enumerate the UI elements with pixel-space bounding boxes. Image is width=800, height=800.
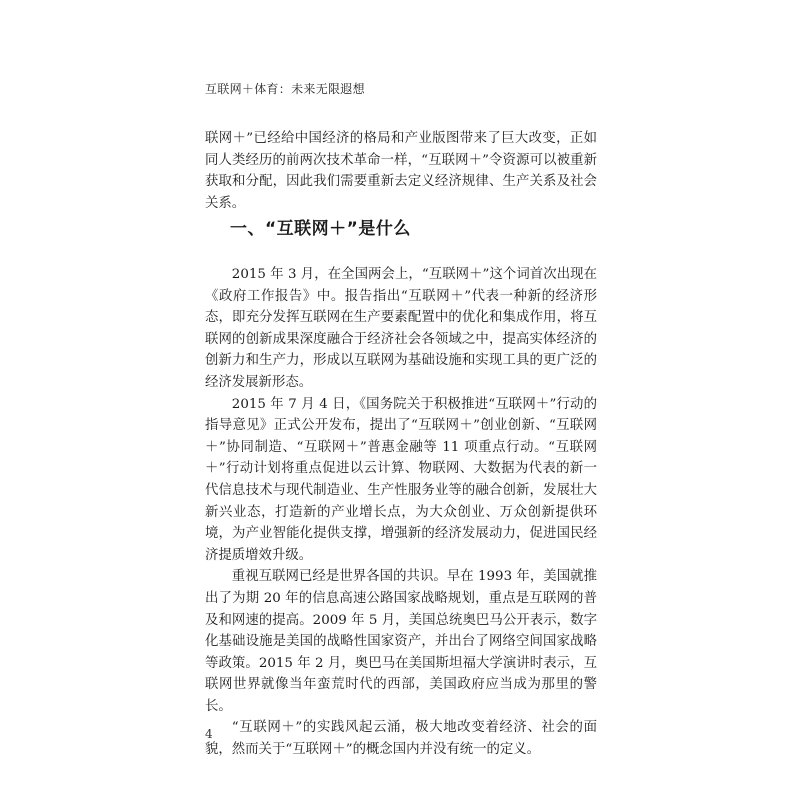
section-body: [205, 264, 597, 761]
section-heading: 一、“互联网＋”是什么: [230, 219, 411, 239]
body-paragraph-2: 2015 年 7 月 4 日，《国务院关于积极推进“互联网＋”行动的指导意见》正式公开发布，提出了“互联网＋”创业创新、“互联网＋”协同制造、“互联网＋”普惠金融等 11 项重点行动。“互联网＋”行动计划将重点促进以云计算、物联网、大数据为代表的新一代信息技术与现代制造业、生产性服务业等的融合创新，发展壮大新兴业态，打造新的产业增长点，为大众创业、万众创新提供环境，为产业智能化提供支撑，增强新的经济发展动力，促进国民经济提质增效升级。: [205, 396, 597, 563]
intro-paragraph: 联网＋”已经给中国经济的格局和产业版图带来了巨大改变，正如同人类经历的前两次技术革命一样，“互联网＋”令资源可以被重新获取和分配，因此我们需要重新去定义经济规律、生产关系及社会关系。: [205, 131, 597, 211]
body-paragraph-3: 重视互联网已经是世界各国的共识。早在 1993 年，美国就推出了为期 20 年的信息高速公路国家战略规划，重点是互联网的普及和网速的提高。2009 年 5 月，美国总统奥巴马公开表示，数字化基础设施是美国的战略性国家资产，并出台了网络空间国家战略等政策。2015 年 2 月，奥巴马在美国斯坦福大学演讲时表示，互联网世界就像当年蛮荒时代的西部，美国政府应当成为那里的警长。: [205, 569, 597, 714]
running-header: 互联网＋体育：未来无限遐想: [205, 82, 365, 96]
body-paragraph-1: 2015 年 3 月，在全国两会上，“互联网＋”这个词首次出现在《政府工作报告》中。报告指出“互联网＋”代表一种新的经济形态，即充分发挥互联网在生产要素配置中的优化和集成作用，将互联网的创新成果深度融合于经济社会各领域之中，提高实体经济的创新力和生产力，形成以互联网为基础设施和实现工具的更广泛的经济发展新形态。: [205, 267, 597, 390]
intro-continuation: [205, 128, 597, 214]
body-paragraph-4: “互联网＋”的实践风起云涌，极大地改变着经济、社会的面貌，然而关于“互联网＋”的概念国内并没有统一的定义。: [205, 720, 597, 758]
page-number: 4: [205, 727, 213, 741]
